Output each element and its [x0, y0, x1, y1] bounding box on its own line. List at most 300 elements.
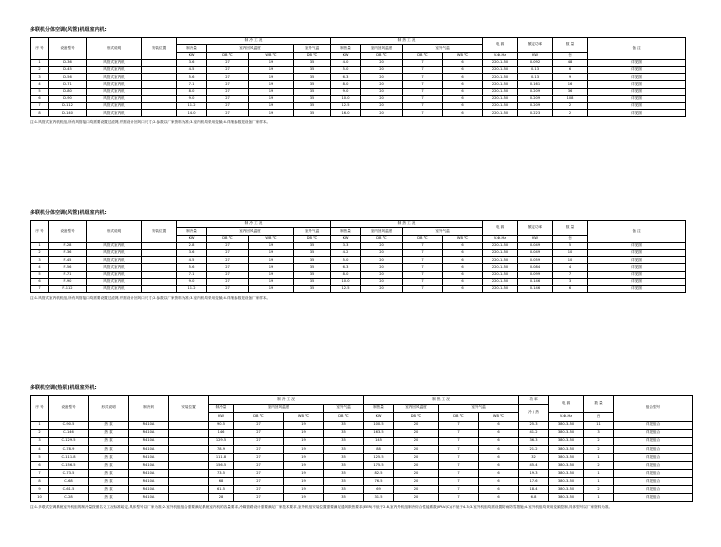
table-row — [31, 95, 686, 102]
header-heating: 制 热 工 况 — [364, 396, 519, 405]
table-cell: 19 — [284, 429, 324, 437]
unit-kw: KW — [209, 413, 234, 422]
table-cell: 35 — [294, 103, 331, 110]
table-cell: C-73.5 — [49, 470, 89, 478]
table-cell: 20 — [361, 278, 403, 285]
table-cell: 19 — [249, 95, 294, 102]
table-cell — [169, 486, 209, 494]
table-cell — [142, 264, 177, 271]
table-row — [31, 250, 686, 257]
header-refrigerant: 制冷剂 — [129, 396, 169, 422]
table-cell: 7 — [403, 95, 443, 102]
table-cell: 10 — [553, 250, 588, 257]
table-cell: 90.5 — [209, 421, 234, 429]
table-cell: 20 — [361, 67, 403, 74]
table-cell: 35 — [324, 461, 364, 469]
table-cell — [169, 494, 209, 502]
table-cell: 风管式室内机 — [87, 271, 142, 278]
table-row — [31, 264, 686, 271]
header-power-label: 功 率 — [519, 396, 549, 405]
table-cell: 35 — [324, 445, 364, 453]
table-cell: 3.6 — [177, 250, 207, 257]
header-model: 设备型号 — [49, 221, 87, 243]
table-cell: 3 — [553, 278, 588, 285]
table-cell: 7 — [403, 74, 443, 81]
unit-tai: 台 — [553, 235, 588, 242]
table-cell: 4 — [31, 81, 49, 88]
table-cell: 详见图 — [588, 250, 686, 257]
table-cell: 6 — [553, 67, 588, 74]
table-cell: 2 — [553, 103, 588, 110]
table-cell: 1 — [31, 421, 49, 429]
table-cell — [169, 453, 209, 461]
table-cell: 2 — [584, 461, 614, 469]
table-cell: 82.5 — [364, 470, 394, 478]
table-cell: R410A — [129, 421, 169, 429]
table-cell: 35 — [294, 110, 331, 117]
unit-wb: WB ℃ — [249, 52, 294, 59]
table-cell: 3 — [31, 437, 49, 445]
table-cell: 0.084 — [518, 264, 553, 271]
table-cell: 7 — [439, 429, 479, 437]
table-cell: 16.0 — [331, 110, 361, 117]
table-cell: 19 — [249, 103, 294, 110]
table-cell: 16 — [553, 81, 588, 88]
table-cell: 19 — [249, 67, 294, 74]
table-cell: 220-1-50 — [483, 257, 518, 264]
unit-kw: KW — [331, 52, 361, 59]
table-cell: 32 — [519, 453, 549, 461]
table-cell: 9.0 — [177, 278, 207, 285]
table-cell: 6.3 — [331, 74, 361, 81]
table-cell: 27 — [207, 81, 249, 88]
table-cell: 6 — [443, 95, 483, 102]
table-cell: 风管式室内机 — [87, 257, 142, 264]
table-cell: 20 — [361, 286, 403, 293]
table-cell: 19 — [284, 445, 324, 453]
table-cell: 8.0 — [331, 271, 361, 278]
table-cell — [169, 445, 209, 453]
table-cell: 7 — [403, 103, 443, 110]
table-cell: 6 — [479, 429, 519, 437]
table-cell: 220-1-50 — [483, 74, 518, 81]
table-cell: 7 — [439, 437, 479, 445]
table-cell: 热 泵 — [89, 453, 129, 461]
table-cell: 220-1-50 — [483, 88, 518, 95]
header-heating: 制 热 工 况 — [331, 221, 483, 228]
table-cell: 35 — [294, 286, 331, 293]
table-cell: 27 — [207, 242, 249, 249]
table-cell: 380-3-50 — [549, 470, 584, 478]
table-cell: 20 — [361, 257, 403, 264]
table-cell: 73.5 — [209, 470, 234, 478]
unit-wb: WB ℃ — [479, 413, 519, 422]
table-cell: 7 — [439, 453, 479, 461]
table-cell: 热 泵 — [89, 429, 129, 437]
table-cell: 35 — [324, 429, 364, 437]
table-row — [31, 445, 693, 453]
table-cell: C-129.5 — [49, 437, 89, 445]
table-cell: 6 — [479, 486, 519, 494]
table-cell: 详见图 — [588, 103, 686, 110]
table-cell: 1 — [584, 453, 614, 461]
table-cell: 12.5 — [331, 103, 361, 110]
table-cell: 4 — [31, 264, 49, 271]
table-row — [31, 437, 693, 445]
table-cell: 78.9 — [209, 445, 234, 453]
table-row — [31, 242, 686, 249]
table-cell: 7 — [403, 67, 443, 74]
table-cell: 35 — [324, 486, 364, 494]
table-cell: 详见图 — [588, 257, 686, 264]
table-cell: 27 — [207, 286, 249, 293]
table-cell: 5.6 — [177, 264, 207, 271]
table-cell: 风管式室内机 — [87, 110, 142, 117]
header-remarks: 备 注 — [588, 38, 686, 60]
table-cell: 0.209 — [518, 95, 553, 102]
unit-db: DB ℃ — [361, 52, 403, 59]
table-cell: 6 — [443, 271, 483, 278]
table-cell: 11.2 — [177, 286, 207, 293]
header-no: 序 号 — [31, 221, 49, 243]
table-cell: 19 — [249, 257, 294, 264]
table-cell: 1 — [31, 242, 49, 249]
table-row — [31, 81, 686, 88]
header-outdoor-temp: 室外气温 — [439, 404, 519, 413]
table-cell: 17.6 — [519, 478, 549, 486]
table-cell: 风管式室内机 — [87, 59, 142, 66]
header-model: 设备型号 — [49, 396, 89, 422]
table-cell — [142, 59, 177, 66]
header-power: 电 源 — [549, 396, 584, 413]
table-cell: 3 — [31, 257, 49, 264]
unit-tai: 台 — [584, 413, 614, 422]
table-cell: 19 — [249, 81, 294, 88]
table-cell: 7 — [403, 286, 443, 293]
table-cell: 7 — [403, 271, 443, 278]
table-cell — [169, 478, 209, 486]
table-cell: 31.5 — [364, 494, 394, 502]
table-cell: 27 — [234, 453, 284, 461]
table-cell: 详见图 — [588, 110, 686, 117]
table-cell: 220-1-50 — [483, 103, 518, 110]
table-cell: 8 — [31, 110, 49, 117]
header-power-unit: 冷 / 热 — [519, 404, 549, 421]
unit-db: DB ℃ — [207, 235, 249, 242]
table-cell: 热 泵 — [89, 461, 129, 469]
table-cell — [142, 278, 177, 285]
header-remarks: 备 注 — [588, 221, 686, 243]
table-cell: 6 — [443, 103, 483, 110]
table-cell: 7 — [31, 286, 49, 293]
unit-db: DB ℃ — [294, 52, 331, 59]
table-cell: 19 — [249, 74, 294, 81]
table-cell: 0.092 — [518, 59, 553, 66]
table-cell: 2 — [584, 437, 614, 445]
table-cell: 35 — [294, 271, 331, 278]
table-cell: 20 — [394, 429, 439, 437]
table-cell: 6 — [479, 421, 519, 429]
table-cell: F-28 — [49, 242, 87, 249]
table-cell: 7 — [439, 470, 479, 478]
header-type: 形式说明 — [87, 221, 142, 243]
table-cell: 0.049 — [518, 250, 553, 257]
table-cell: 7 — [439, 461, 479, 469]
table-cell: 20 — [394, 494, 439, 502]
table-cell: D-71 — [49, 81, 87, 88]
table-cell: 5 — [31, 271, 49, 278]
table-cell: 12.5 — [331, 286, 361, 293]
table-cell: 0.099 — [518, 271, 553, 278]
unit-db: DB ℃ — [324, 413, 364, 422]
table-cell: 27 — [207, 74, 249, 81]
table-cell: R410A — [129, 470, 169, 478]
header-no: 序 号 — [31, 38, 49, 60]
table-cell: 风管式室内机 — [87, 242, 142, 249]
unit-wb: WB ℃ — [443, 235, 483, 242]
table-cell: 20 — [361, 103, 403, 110]
table-cell: 220-1-50 — [483, 81, 518, 88]
table-cell: 380-3-50 — [549, 429, 584, 437]
table-row — [31, 59, 686, 66]
header-type: 形式说明 — [89, 396, 129, 422]
table-cell: 7 — [403, 81, 443, 88]
table-cell — [169, 470, 209, 478]
table-cell: 27 — [234, 470, 284, 478]
table-cell: 6 — [479, 478, 519, 486]
table-cell: 详见组合 — [614, 421, 693, 429]
table-cell: 20 — [361, 74, 403, 81]
unit-kw: KW — [331, 235, 361, 242]
table-row — [31, 486, 693, 494]
unit-kw: KW — [364, 413, 394, 422]
table-cell: 20 — [394, 470, 439, 478]
outdoor-unit-table — [30, 395, 693, 502]
table-cell: 380-3-50 — [549, 445, 584, 453]
table-cell — [142, 110, 177, 117]
table-cell: 19 — [249, 278, 294, 285]
table-cell: 6 — [443, 74, 483, 81]
table-note: 注:1.多联式空调系统室外机组的制冷量按照名义工况标准给定,具体型号以厂家为准;2.室外机组组合需要满足系统室内机的容量要求,冷媒管路设计需要满足厂家技术要求,室外机组安装位置需要满足通风散热要求(EER)不低于2.8,室内外机组制冷综合性能系数(IPLV(C))不低于4.3;3.室外机组均需设置防雨防雪措施;4.室外机组均采用变频控制,具体型号以厂家资料为准。 — [30, 505, 613, 510]
table-cell: 详见图 — [588, 67, 686, 74]
unit-db: DB ℃ — [394, 413, 439, 422]
table-cell: 27 — [207, 95, 249, 102]
table-cell: 详见组合 — [614, 478, 693, 486]
table-cell: 20 — [361, 110, 403, 117]
header-rated-input: 额定功率 — [518, 38, 553, 53]
table-cell: 2 — [31, 429, 49, 437]
table-cell: 45.4 — [519, 461, 549, 469]
table-cell: 6 — [443, 67, 483, 74]
header-model: 设备型号 — [49, 38, 87, 60]
table-cell: 10.0 — [331, 95, 361, 102]
table-cell: 61.5 — [209, 486, 234, 494]
table-cell: 19 — [284, 494, 324, 502]
table-cell: 19 — [249, 110, 294, 117]
header-outdoor-temp: 室外气温 — [294, 228, 331, 235]
table-cell — [142, 81, 177, 88]
table-cell: 详见组合 — [614, 494, 693, 502]
table-cell: 27 — [234, 437, 284, 445]
table-cell: 热 泵 — [89, 445, 129, 453]
table-row — [31, 110, 686, 117]
table-cell: 11 — [584, 421, 614, 429]
header-indoor-temp: 室内回风温度 — [394, 404, 439, 413]
table-cell: C-156.5 — [49, 461, 89, 469]
table-cell: D-140 — [49, 110, 87, 117]
table-cell: 35 — [324, 453, 364, 461]
table-cell: D-80 — [49, 88, 87, 95]
table-cell — [142, 95, 177, 102]
header-outdoor-temp: 室外气温 — [403, 228, 483, 235]
table-cell: 6 — [443, 264, 483, 271]
table-cell: 19 — [249, 88, 294, 95]
table-cell: 0.161 — [518, 81, 553, 88]
header-heat-capacity: 制热量 — [331, 228, 361, 235]
table-cell: 9.0 — [177, 95, 207, 102]
table-cell: 3 — [584, 429, 614, 437]
table-cell: 27 — [207, 67, 249, 74]
table-cell: 热 泵 — [89, 421, 129, 429]
table-cell: 6 — [443, 59, 483, 66]
table-cell: 7 — [403, 242, 443, 249]
table-cell: C-61.5 — [49, 486, 89, 494]
table-cell — [142, 67, 177, 74]
table-cell: 0.13 — [518, 74, 553, 81]
table-cell: 108 — [553, 95, 588, 102]
table-cell: 88 — [364, 445, 394, 453]
table-cell: 热 泵 — [89, 437, 129, 445]
table-cell: 热 泵 — [89, 494, 129, 502]
table-cell: 2.8 — [177, 242, 207, 249]
header-combo: 组合型号 — [614, 396, 693, 422]
unit-volt: V-Φ-Hz — [549, 413, 584, 422]
table-cell: 20 — [361, 264, 403, 271]
header-heating: 制 热 工 况 — [331, 38, 483, 45]
table-cell: 20 — [394, 453, 439, 461]
table-cell: 风管式室内机 — [87, 250, 142, 257]
table-cell — [142, 257, 177, 264]
table-cell: 6 — [479, 461, 519, 469]
table-cell: 6 — [443, 257, 483, 264]
table-cell: 20 — [361, 81, 403, 88]
table-cell: R410A — [129, 445, 169, 453]
table-cell: 6 — [479, 437, 519, 445]
table-cell: 68 — [209, 478, 234, 486]
table-cell: 27 — [207, 59, 249, 66]
table-cell: 7 — [403, 110, 443, 117]
table-cell: 7 — [403, 264, 443, 271]
unit-volt: V-Φ-Hz — [483, 235, 518, 242]
table-cell: 4.0 — [331, 59, 361, 66]
table-cell: 6 — [443, 278, 483, 285]
indoor-unit-section-1 — [30, 27, 686, 125]
table-cell: 6 — [443, 250, 483, 257]
table-cell: 27 — [207, 278, 249, 285]
table-cell: 27 — [234, 429, 284, 437]
table-cell: R410A — [129, 453, 169, 461]
table-cell: 1 — [584, 470, 614, 478]
table-cell: 风管式室内机 — [87, 286, 142, 293]
table-cell: 35 — [294, 278, 331, 285]
table-cell: 220-1-50 — [483, 110, 518, 117]
table-cell: 风管式室内机 — [87, 81, 142, 88]
table-cell: 20 — [394, 461, 439, 469]
table-cell: 4.5 — [177, 257, 207, 264]
table-cell: 19 — [284, 486, 324, 494]
table-row — [31, 461, 693, 469]
table-cell: 380-3-50 — [549, 461, 584, 469]
table-cell: 27 — [207, 103, 249, 110]
unit-kw: KW — [518, 52, 553, 59]
table-cell: 6.3 — [331, 264, 361, 271]
table-cell: 2 — [553, 110, 588, 117]
table-cell: 6 — [479, 445, 519, 453]
table-cell: 19 — [249, 242, 294, 249]
table-cell: 27 — [207, 88, 249, 95]
table-cell: F-45 — [49, 257, 87, 264]
header-heat-capacity: 制热量 — [331, 45, 361, 52]
table-row — [31, 494, 693, 502]
header-cool-capacity: 制冷量 — [177, 228, 207, 235]
table-cell: 2 — [584, 445, 614, 453]
unit-kw: KW — [518, 235, 553, 242]
table-cell: 7 — [439, 478, 479, 486]
table-cell: C-111.8 — [49, 453, 89, 461]
table-cell: C-28 — [49, 494, 89, 502]
table-cell: 10 — [553, 257, 588, 264]
header-power: 电 源 — [483, 221, 518, 236]
table-cell: 7 — [439, 486, 479, 494]
header-location: 安装位置 — [169, 396, 209, 422]
table-cell: 4 — [553, 264, 588, 271]
table-cell: 20 — [394, 421, 439, 429]
header-indoor-temp: 室内回风温度 — [207, 45, 294, 52]
table-cell: 0.209 — [518, 103, 553, 110]
header-outdoor-temp: 室外气温 — [324, 404, 364, 413]
header-no: 序 号 — [31, 396, 49, 422]
header-location: 安装位置 — [142, 221, 177, 243]
table-cell: 7 — [403, 278, 443, 285]
table-cell: 380-3-50 — [549, 437, 584, 445]
table-cell: 4.5 — [177, 67, 207, 74]
table-cell: 4.2 — [331, 250, 361, 257]
header-type: 形式说明 — [87, 38, 142, 60]
table-cell: D-45 — [49, 67, 87, 74]
table-cell: 20 — [394, 486, 439, 494]
table-cell: 35 — [324, 437, 364, 445]
table-cell: 220-1-50 — [483, 95, 518, 102]
table-cell: 380-3-50 — [549, 478, 584, 486]
table-cell: 详见组合 — [614, 453, 693, 461]
table-cell: 20 — [394, 478, 439, 486]
section-title: 多联机分体空调(风管)机组室内机: — [30, 27, 107, 33]
table-cell: 详见图 — [588, 286, 686, 293]
header-cooling: 制 冷 工 况 — [177, 38, 331, 45]
table-cell: R410A — [129, 429, 169, 437]
table-row — [31, 453, 693, 461]
header-location: 安装位置 — [142, 38, 177, 60]
table-cell: 7 — [439, 445, 479, 453]
table-cell: 详见图 — [588, 271, 686, 278]
table-cell — [142, 286, 177, 293]
table-cell: 380-3-50 — [549, 486, 584, 494]
table-cell: 详见图 — [588, 74, 686, 81]
header-indoor-temp: 室内回风温度 — [361, 45, 403, 52]
table-cell: 125.5 — [364, 453, 394, 461]
table-cell: C-78.9 — [49, 445, 89, 453]
table-cell: 380-3-50 — [549, 421, 584, 429]
